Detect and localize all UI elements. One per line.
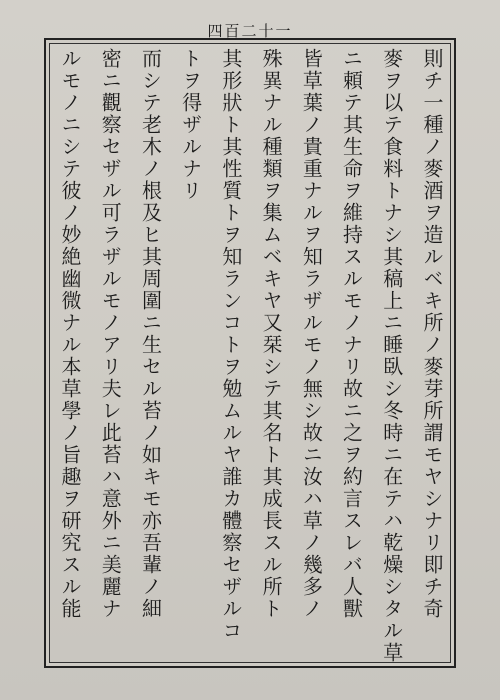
text-column: 皆草葉ノ貴重ナルヲ知ラザルモノ無シ故ニ汝ハ草ノ幾多ノ [299,48,324,620]
page-number: 四百二十一 [207,22,293,40]
text-column: 密ニ觀察セザル可ラザルモノアリ夫レ此苔ハ意外ニ美麗ナ [98,48,123,620]
text-column: 殊異ナル種類ヲ集ムベキヤ又栞シテ其名ト其成長スル所ト [259,48,284,620]
text-column: ニ頼テ其生命ヲ維持スルモノナリ故ニ之ヲ約言スレバ人獸 [339,48,364,620]
vertical-text-body [52,48,450,664]
text-column: 則チ一種ノ麥酒ヲ造ルベキ所ノ麥芽所謂モヤシナリ即チ奇 [419,48,444,620]
text-column: 麥ヲ以テ食料トナシ其稿上ニ睡臥シ冬時ニ在テハ乾燥シタル草 [379,48,404,664]
text-column: トヲ得ザルナリ [178,48,203,202]
text-column: ルモノニシテ彼ノ妙絶幽微ナル本草學ノ旨趣ヲ研究スル能 [58,48,82,620]
text-column: 其形狀ト其性質トヲ知ランコトヲ勉ムルヤ誰カ體察セザルコ [218,48,243,642]
text-column: 而シテ老木ノ根及ヒ其周圍ニ生セル苔ノ如キモ亦吾輩ノ細 [138,48,163,620]
